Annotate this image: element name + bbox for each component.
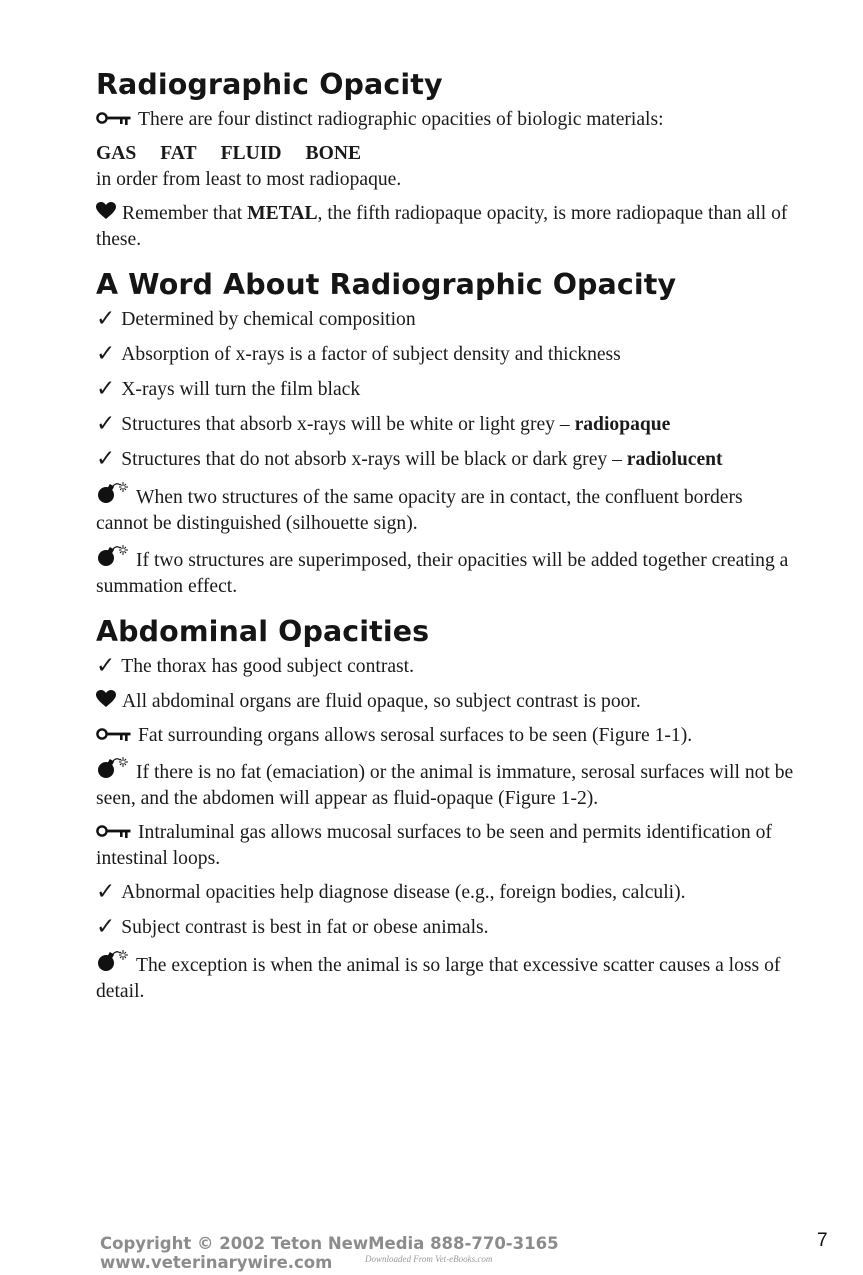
section-heading: A Word About Radiographic Opacity xyxy=(96,268,677,301)
bullet-list xyxy=(96,654,796,1005)
key-icon xyxy=(96,823,132,839)
list-item-text: X-rays will turn the film black xyxy=(121,379,361,400)
key-icon xyxy=(96,726,132,742)
list-item-text: If two structures are superimposed, their opacities will be added together creating a summation effect. xyxy=(96,550,789,597)
copyright-footer: Copyright © 2002 Teton NewMedia 888-770-3165 www.veterinarywire.com xyxy=(100,1234,559,1272)
check-icon: ✓ xyxy=(96,341,116,367)
list-item xyxy=(96,915,796,942)
list-item xyxy=(96,880,796,907)
opacity-list xyxy=(96,141,796,167)
check-icon: ✓ xyxy=(96,411,116,437)
check-icon: ✓ xyxy=(96,446,116,472)
opacity-fat: FAT xyxy=(160,143,197,164)
check-icon: ✓ xyxy=(96,914,116,940)
list-item-text: Intraluminal gas allows mucosal surfaces to be seen and permits identification of intestinal loops. xyxy=(96,822,772,869)
list-item xyxy=(96,545,796,600)
list-item xyxy=(96,654,796,681)
list-item-text: Structures that do not absorb x-rays will be black or dark grey – xyxy=(121,449,627,470)
list-item-term: radiopaque xyxy=(574,414,671,435)
heart-note: Remember that METAL, the fifth radiopaque opacity, is more radiopaque than all of these. xyxy=(96,203,788,250)
check-icon: ✓ xyxy=(96,376,116,402)
page-content xyxy=(96,68,796,1020)
list-item-text: The thorax has good subject contrast. xyxy=(121,656,415,677)
heart-icon xyxy=(96,202,116,220)
opacity-bone: BONE xyxy=(305,143,362,164)
list-item-text: The exception is when the animal is so large that excessive scatter causes a loss of detail. xyxy=(96,955,781,1002)
section-radiographic-opacity xyxy=(96,68,796,253)
watermark: Downloaded From Vet-eBooks.com xyxy=(365,1254,493,1264)
key-note: There are four distinct radiographic opacities of biologic materials: xyxy=(96,107,796,133)
bullet-list xyxy=(96,307,796,600)
list-item xyxy=(96,757,796,812)
section-heading: Abdominal Opacities xyxy=(96,615,430,648)
list-item-text: All abdominal organs are fluid opaque, so subject contrast is poor. xyxy=(122,691,641,712)
bomb-icon xyxy=(96,482,130,504)
list-item xyxy=(96,342,796,369)
list-item xyxy=(96,412,796,439)
page-number: 7 xyxy=(817,1230,828,1251)
list-item-text: Structures that absorb x-rays will be white or light grey – xyxy=(121,414,575,435)
opacity-gas: GAS xyxy=(96,143,137,164)
check-icon: ✓ xyxy=(96,879,116,905)
list-item xyxy=(96,377,796,404)
list-item xyxy=(96,447,796,474)
list-item xyxy=(96,723,796,749)
list-item-text: When two structures of the same opacity are in contact, the confluent borders cannot be distinguished (silhouette sign). xyxy=(96,487,743,534)
order-text: in order from least to most radiopaque. xyxy=(96,169,402,190)
check-icon: ✓ xyxy=(96,306,116,332)
bomb-icon xyxy=(96,545,130,567)
section-abdominal-opacities xyxy=(96,615,796,1005)
list-item-text: Fat surrounding organs allows serosal surfaces to be seen (Figure 1-1). xyxy=(138,725,693,746)
list-item-term: radiolucent xyxy=(626,449,723,470)
opacity-fluid: FLUID xyxy=(220,143,282,164)
list-item-text: Determined by chemical composition xyxy=(121,309,416,330)
key-icon xyxy=(96,110,132,126)
list-item-text: Abnormal opacities help diagnose disease (e.g., foreign bodies, calculi). xyxy=(121,882,686,903)
list-item xyxy=(96,950,796,1005)
list-item-text: Subject contrast is best in fat or obese animals. xyxy=(121,917,489,938)
section-word-about-opacity xyxy=(96,268,796,600)
list-item xyxy=(96,689,796,715)
list-item xyxy=(96,820,796,872)
list-item-text: Absorption of x-rays is a factor of subject density and thickness xyxy=(121,344,621,365)
section-heading: Radiographic Opacity xyxy=(96,68,443,101)
list-item xyxy=(96,482,796,537)
list-item xyxy=(96,307,796,334)
heart-icon xyxy=(96,690,116,708)
bomb-icon xyxy=(96,757,130,779)
bomb-icon xyxy=(96,950,130,972)
check-icon: ✓ xyxy=(96,653,116,679)
list-item-text: If there is no fat (emaciation) or the animal is immature, serosal surfaces will not be seen, and the abdomen will appear as fluid-opaque (Figure 1-2). xyxy=(96,762,794,809)
